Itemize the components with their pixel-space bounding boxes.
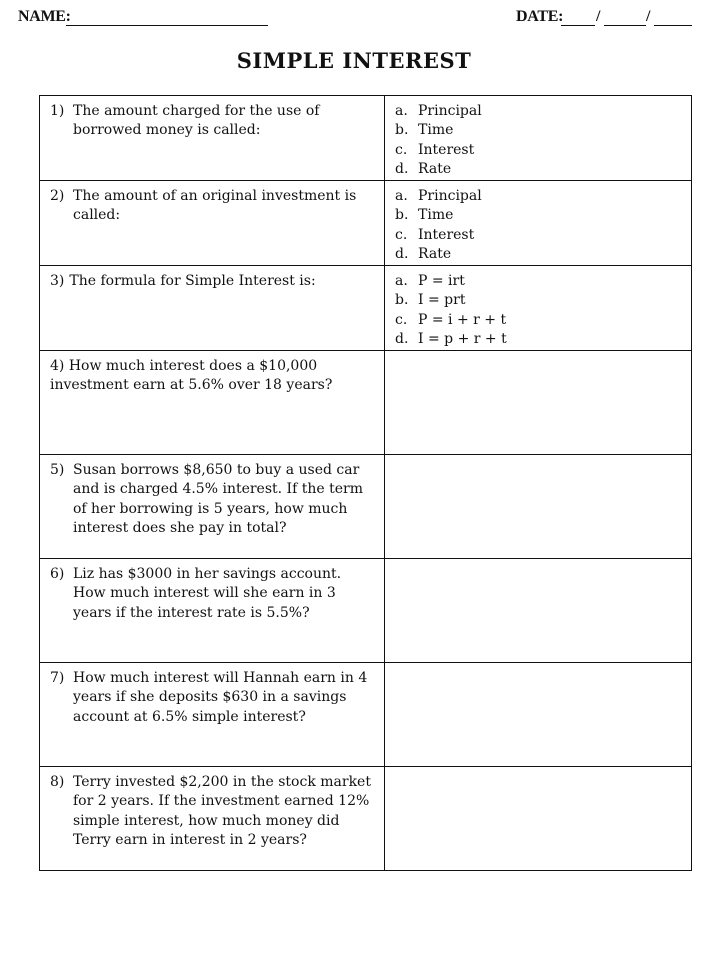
option-text: I = p + r + t (418, 330, 507, 347)
question-cell (40, 663, 385, 767)
question-number: 6) (50, 566, 65, 582)
answer-options (385, 266, 691, 349)
answer-option[interactable] (395, 141, 691, 160)
answer-cell[interactable] (385, 767, 692, 871)
question-cell (40, 559, 385, 663)
option-text: Principal (418, 103, 482, 119)
answer-option[interactable] (395, 160, 691, 179)
answer-options (385, 181, 691, 264)
option-text: P = i + r + t (418, 311, 507, 328)
option-letter: b. (395, 122, 409, 139)
option-letter: d. (395, 245, 409, 262)
question-text: How much interest will Hannah earn in 4 years if she deposits $630 in a savings account at 6.5% simple interest? (73, 670, 368, 725)
question-row (40, 663, 692, 767)
option-letter: d. (395, 330, 409, 347)
question-row (40, 181, 692, 266)
question-number: 1) (50, 103, 65, 119)
question-text: The amount of an original investment is called: (73, 188, 357, 224)
question-cell (40, 266, 385, 351)
date-day-blank[interactable] (604, 25, 646, 26)
answer-option[interactable] (395, 226, 691, 245)
option-text: Time (418, 207, 454, 224)
question-text: How much interest does a $10,000 investment earn at 5.6% over 18 years? (50, 358, 333, 394)
option-letter: c. (395, 311, 408, 328)
question-number: 8) (50, 774, 65, 790)
option-letter: d. (395, 160, 409, 177)
question-text: The amount charged for the use of borrowed money is called: (73, 103, 320, 139)
date-month-blank[interactable] (561, 25, 595, 26)
answer-option[interactable] (395, 272, 691, 291)
answer-cell[interactable] (385, 351, 692, 455)
question-row (40, 96, 692, 181)
date-separator: / (646, 8, 651, 25)
question-row (40, 559, 692, 663)
answer-options (385, 96, 691, 179)
option-text: Rate (418, 245, 452, 262)
answer-option[interactable] (395, 187, 691, 206)
date-label: DATE: (516, 8, 564, 25)
answer-option[interactable] (395, 245, 691, 264)
option-text: I = prt (418, 292, 466, 309)
answer-option[interactable] (395, 121, 691, 140)
answer-option[interactable] (395, 102, 691, 121)
option-letter: b. (395, 292, 409, 309)
question-row (40, 767, 692, 871)
question-text: Liz has $3000 in her savings account. How much interest will she earn in 3 years if the interest rate is 5.5%? (73, 566, 342, 621)
answer-option[interactable] (395, 330, 691, 349)
question-cell (40, 455, 385, 559)
answer-cell[interactable] (385, 663, 692, 767)
date-separator: / (596, 8, 601, 25)
answer-cell[interactable] (385, 559, 692, 663)
option-text: Interest (418, 226, 475, 243)
question-cell (40, 181, 385, 266)
question-row (40, 266, 692, 351)
date-year-blank[interactable] (654, 25, 692, 26)
name-label: NAME: (18, 8, 71, 25)
option-text: P = irt (418, 273, 465, 289)
question-row (40, 351, 692, 455)
name-blank-line[interactable] (66, 25, 268, 26)
option-letter: c. (395, 141, 408, 158)
question-number: 5) (50, 462, 65, 478)
option-letter: b. (395, 207, 409, 224)
option-text: Time (418, 122, 454, 139)
answer-option[interactable] (395, 311, 691, 330)
question-number: 3) (50, 273, 65, 289)
answer-cell[interactable] (385, 181, 692, 266)
page-title: SIMPLE INTEREST (236, 48, 472, 73)
answer-option[interactable] (395, 206, 691, 225)
option-letter: a. (395, 273, 408, 289)
question-table (39, 95, 692, 871)
answer-cell[interactable] (385, 96, 692, 181)
option-letter: a. (395, 103, 408, 119)
question-cell (40, 96, 385, 181)
option-letter: c. (395, 226, 408, 243)
question-number: 4) (50, 358, 65, 374)
answer-cell[interactable] (385, 266, 692, 351)
option-text: Principal (418, 188, 482, 204)
question-text: Terry invested $2,200 in the stock market for 2 years. If the investment earned 12% simple interest, how much money did Terry earn in interest in 2 years? (73, 774, 371, 848)
question-cell (40, 351, 385, 455)
worksheet-header (0, 8, 720, 32)
question-row (40, 455, 692, 559)
answer-option[interactable] (395, 291, 691, 310)
question-number: 2) (50, 188, 65, 204)
question-text: The formula for Simple Interest is: (69, 273, 316, 289)
option-letter: a. (395, 188, 408, 204)
question-text: Susan borrows $8,650 to buy a used car and is charged 4.5% interest. If the term of her borrowing is 5 years, how much interest does she pay in total? (73, 462, 363, 536)
answer-cell[interactable] (385, 455, 692, 559)
question-cell (40, 767, 385, 871)
option-text: Interest (418, 141, 475, 158)
question-number: 7) (50, 670, 65, 686)
option-text: Rate (418, 160, 452, 177)
